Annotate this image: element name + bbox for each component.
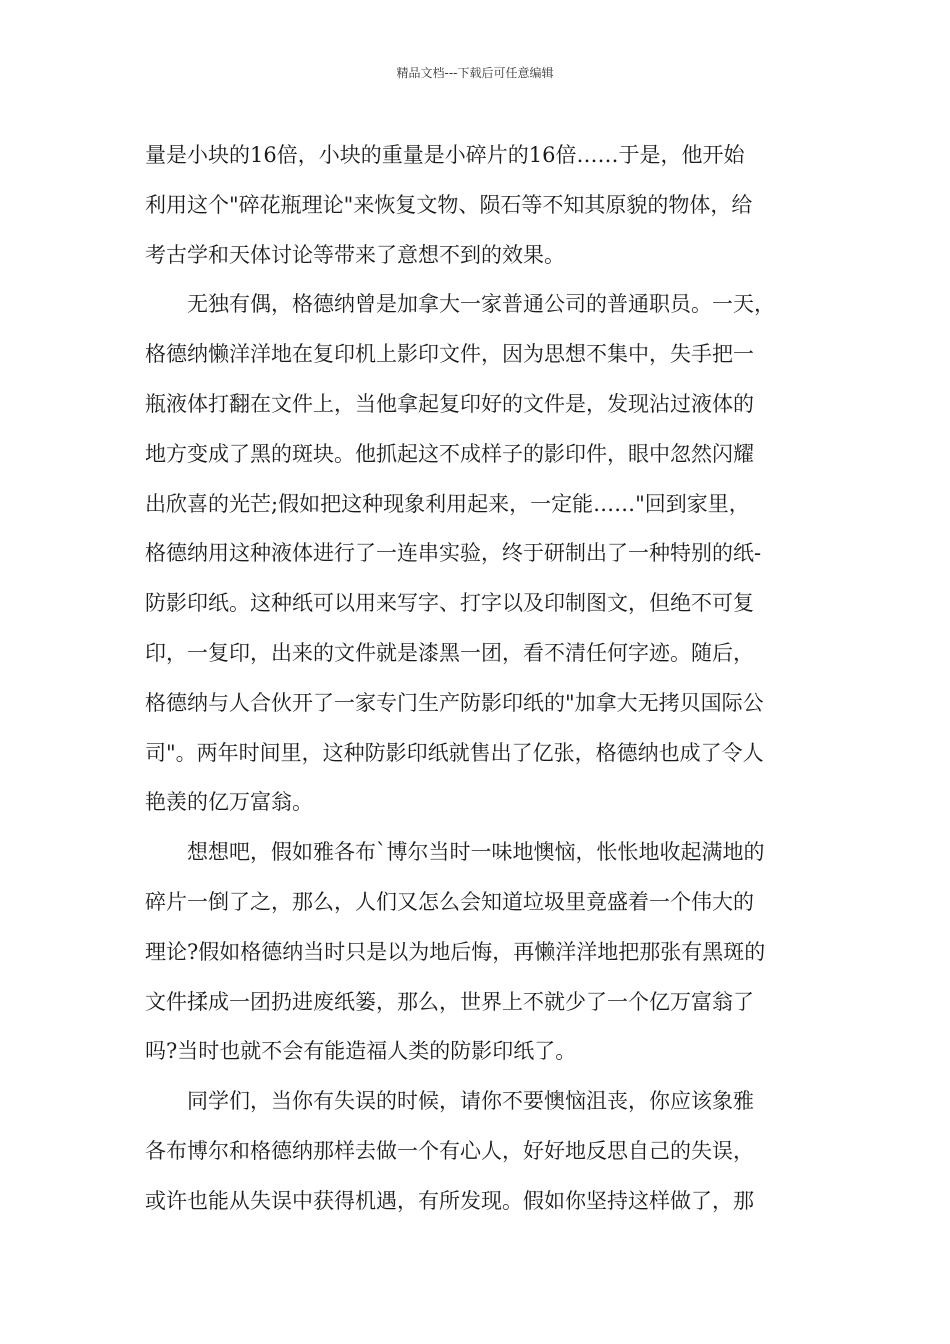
text-line: 各布博尔和格德纳那样去做一个有心人，好好地反思自己的失误，: [145, 1138, 754, 1163]
text-line: 防影印纸。这种纸可以用来写字、打字以及印制图文，但绝不可复: [145, 591, 754, 616]
text-line: 无独有偶，格德纳曾是加拿大一家普通公司的普通职员。一天，: [145, 292, 775, 317]
text-line: 利用这个"碎花瓶理论"来恢复文物、陨石等不知其原貌的物体，给: [145, 192, 753, 217]
text-line: 司"。两年时间里，这种防影印纸就售出了亿张，格德纳也成了令人: [145, 740, 764, 765]
text-line: 格德纳与人合伙开了一家专门生产防影印纸的"加拿大无拷贝国际公: [145, 690, 764, 715]
text-line: 想想吧，假如雅各布`博尔当时一味地懊恼，怅怅地收起满地的: [145, 840, 765, 865]
text-line: 碎片一倒了之，那么，人们又怎么会知道垃圾里竟盛着一个伟大的: [145, 889, 754, 914]
text-line: 理论?假如格德纳当时只是以为地后悔，再懒洋洋地把那张有黑斑的: [145, 939, 766, 964]
text-line: 或许也能从失误中获得机遇，有所发现。假如你坚持这样做了，那: [145, 1188, 754, 1213]
page-header: 精品文档---下载后可任意编辑: [396, 66, 554, 80]
text-line: 文件揉成一团扔进废纸篓，那么，世界上不就少了一个亿万富翁了: [145, 989, 754, 1014]
text-line: 考古学和天体讨论等带来了意想不到的效果。: [145, 242, 565, 267]
text-line: 地方变成了黑的斑块。他抓起这不成样子的影印件，眼中忽然闪耀: [145, 441, 754, 466]
paragraph: [145, 280, 820, 828]
document-body: [145, 131, 820, 1227]
paragraph: [145, 1077, 820, 1226]
text-line: 出欣喜的光芒;假如把这种现象利用起来，一定能……"回到家里，: [145, 491, 750, 516]
text-line: 吗?当时也就不会有能造福人类的防影印纸了。: [145, 1039, 577, 1064]
text-line: 格德纳用这种液体进行了一连串实验，终于研制出了一种特别的纸-: [145, 541, 762, 566]
text-line: 格德纳懒洋洋地在复印机上影印文件，因为思想不集中，失手把一: [145, 342, 754, 367]
text-line: 量是小块的16倍，小块的重量是小碎片的16倍……于是，他开始: [145, 143, 745, 167]
text-line: 瓶液体打翻在文件上，当他拿起复印好的文件是，发现沾过液体的: [145, 391, 754, 416]
paragraph: [145, 131, 820, 280]
text-line: 印，一复印，出来的文件就是漆黑一团，看不清任何字迹。随后，: [145, 640, 754, 665]
paragraph: [145, 828, 820, 1077]
text-line: 艳羡的亿万富翁。: [145, 790, 313, 815]
text-line: 同学们，当你有失误的时候，请你不要懊恼沮丧，你应该象雅: [145, 1089, 754, 1114]
